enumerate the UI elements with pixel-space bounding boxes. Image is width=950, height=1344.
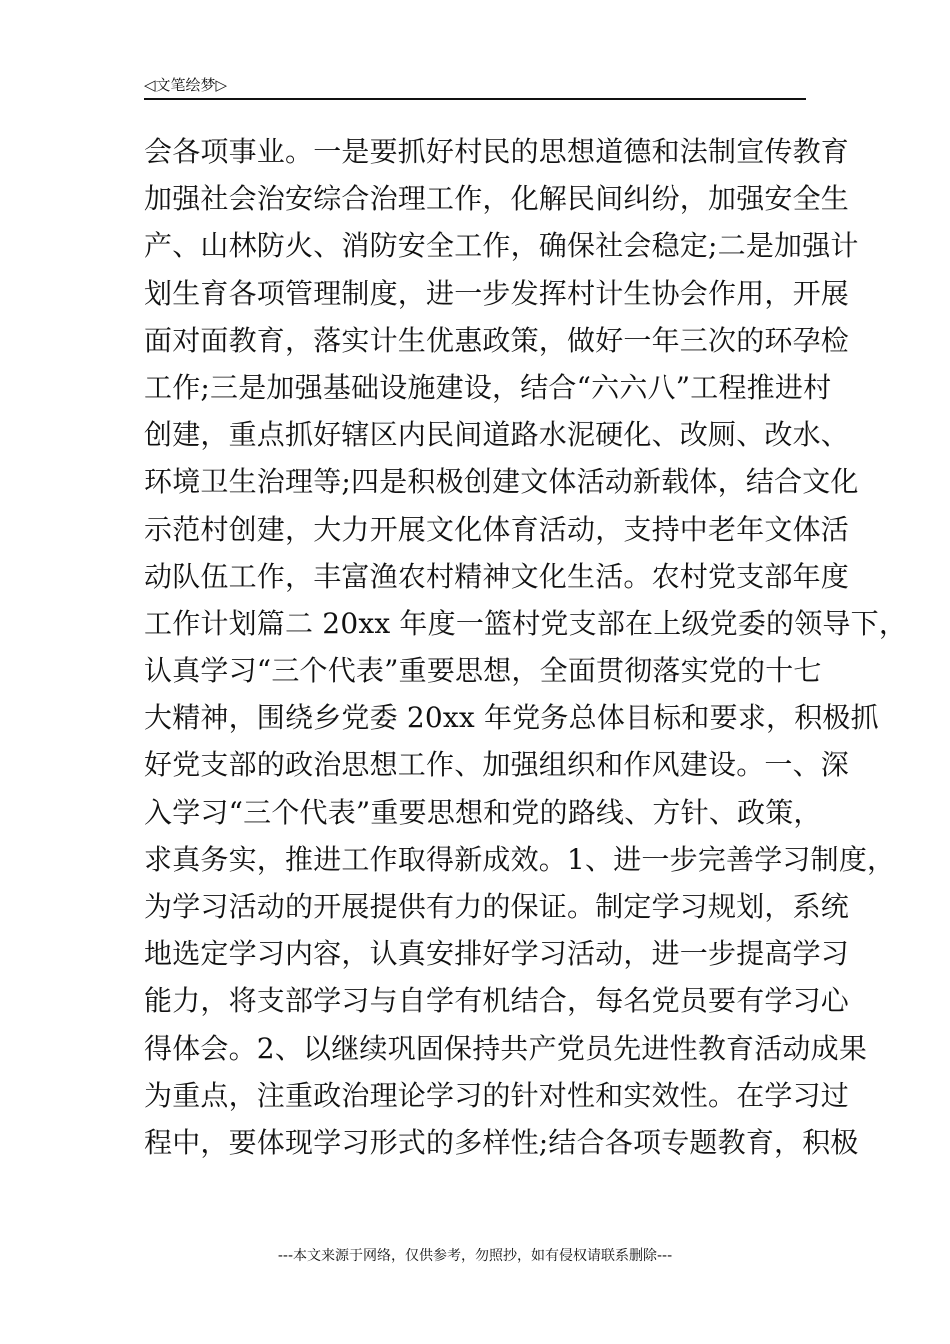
body-line: 面对面教育，落实计生优惠政策，做好一年三次的环孕检 xyxy=(144,323,850,357)
body-line: 产、山林防火、消防安全工作，确保社会稳定;二是加强计 xyxy=(144,229,859,263)
page-footer: ---本文来源于网络，仅供参考，勿照抄，如有侵权请联系删除--- xyxy=(277,1248,673,1264)
body-line: 工作;三是加强基础设施建设，结合“六六八”工程推进村 xyxy=(144,370,832,404)
body-line: 创建，重点抓好辖区内民间道路水泥硬化、改厕、改水、 xyxy=(144,418,850,452)
body-line: 动队伍工作，丰富渔农村精神文化生活。农村党支部年度 xyxy=(144,559,850,593)
header-title: ◁文笔绘梦▷ xyxy=(144,76,228,94)
body-line: 会各项事业。一是要抓好村民的思想道德和法制宣传教育 xyxy=(144,135,850,168)
body-line: 认真学习“三个代表”重要思想，全面贯彻落实党的十七 xyxy=(144,654,822,688)
document-body xyxy=(144,128,908,1166)
body-line: 为重点，注重政治理论学习的针对性和实效性。在学习过 xyxy=(144,1078,850,1112)
body-line: 入学习“三个代表”重要思想和党的路线、方针、政策， xyxy=(144,795,822,829)
body-line: 加强社会治安综合治理工作，化解民间纠纷，加强安全生 xyxy=(144,182,850,216)
body-line: 求真务实，推进工作取得新成效。1、进一步完善学习制度， xyxy=(144,842,896,876)
body-line: 好党支部的政治思想工作、加强组织和作风建设。一、深 xyxy=(144,748,850,782)
body-line: 程中，要体现学习形式的多样性;结合各项专题教育，积极 xyxy=(144,1125,859,1159)
body-line: 示范村创建，大力开展文化体育活动，支持中老年文体活 xyxy=(144,512,850,546)
body-line: 划生育各项管理制度，进一步发挥村计生协会作用，开展 xyxy=(144,276,850,310)
body-line: 大精神，围绕乡党委 20xx 年党务总体目标和要求，积极抓 xyxy=(144,701,879,735)
page-header xyxy=(144,74,806,100)
body-line: 为学习活动的开展提供有力的保证。制定学习规划，系统 xyxy=(144,890,850,923)
body-line: 能力，将支部学习与自学有机结合，每名党员要有学习心 xyxy=(144,984,850,1018)
body-line: 环境卫生治理等;四是积极创建文体活动新载体，结合文化 xyxy=(144,465,859,499)
body-line: 工作计划篇二 20xx 年度一篮村党支部在上级党委的领导下， xyxy=(144,606,908,640)
body-line: 得体会。2、以继续巩固保持共产党员先进性教育活动成果 xyxy=(144,1031,868,1065)
body-line: 地选定学习内容，认真安排好学习活动，进一步提高学习 xyxy=(144,937,850,971)
